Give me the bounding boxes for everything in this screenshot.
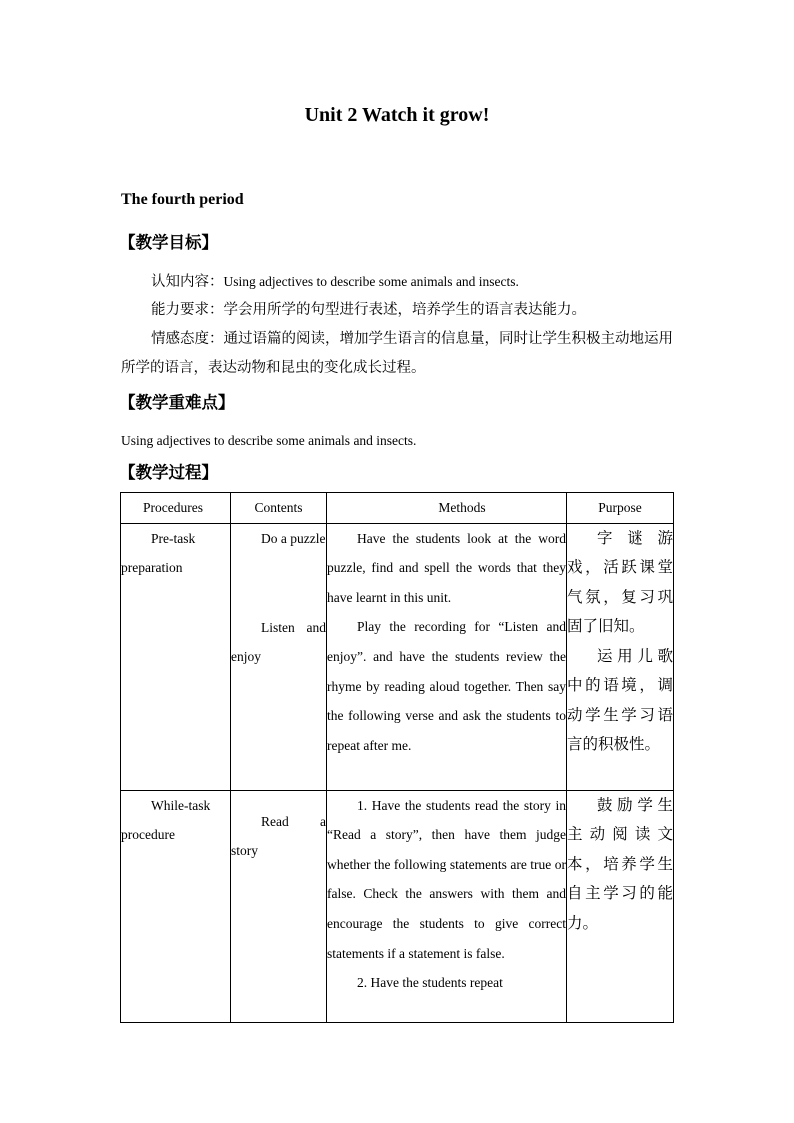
header-purpose: Purpose — [567, 493, 674, 524]
cognitive-objective — [121, 267, 674, 297]
keypoints-text: Using adjectives to describe some animals and insects. — [121, 433, 417, 448]
keypoints-heading: 【教学重难点】 — [119, 393, 235, 412]
document-title: Unit 2 Watch it grow! — [304, 104, 490, 126]
emotion-objective: 情感态度：通过语篇的阅读，增加学生语言的信息量，同时让学生积极主动地运用所学的语言，表达动物和昆虫的变化成长过程。 — [121, 331, 673, 376]
cognitive-label: 认知内容： — [151, 274, 224, 290]
contents-cell: Read a story — [231, 790, 327, 1022]
header-methods: Methods — [327, 493, 567, 524]
purpose-cell: 鼓励学生主动阅读文本，培养学生自主学习的能力。 — [567, 790, 674, 1022]
objectives-heading: 【教学目标】 — [119, 233, 218, 252]
table-row — [121, 523, 674, 790]
methods-cell: 1. Have the students read the story in “Read a story”, then have them judge whether the following statements are true or false. Check the answers with them and encourage the students to give correct statements if a statement is false. 2. Have the students repeat — [327, 790, 567, 1022]
process-heading: 【教学过程】 — [119, 463, 218, 482]
ability-objective: 能力要求：学会用所学的句型进行表述，培养学生的语言表达能力。 — [151, 302, 586, 318]
header-contents: Contents — [231, 493, 327, 524]
contents-cell: Do a puzzle Listen and enjoy — [231, 523, 327, 790]
cognitive-text: Using adjectives to describe some animals and insects. — [223, 274, 519, 289]
purpose-cell: 字谜游戏，活跃课堂气氛，复习巩固了旧知。 运用儿歌中的语境，调动学生学习语言的积极性。 — [567, 523, 674, 790]
header-procedures: Procedures — [121, 493, 231, 524]
table-row — [121, 790, 674, 1022]
procedure-cell: Pre-task preparation — [121, 523, 231, 790]
period-heading: The fourth period — [121, 191, 244, 208]
teaching-process-table — [120, 492, 674, 1023]
procedure-cell: While-task procedure — [121, 790, 231, 1022]
table-header-row — [121, 493, 674, 524]
methods-cell: Have the students look at the word puzzle, find and spell the words that they have learnt in this unit. Play the recording for “Listen and enjoy”. and have the students review the rhyme by reading aloud together. Then say the following verse and ask the students to repeat after me. — [327, 523, 567, 790]
